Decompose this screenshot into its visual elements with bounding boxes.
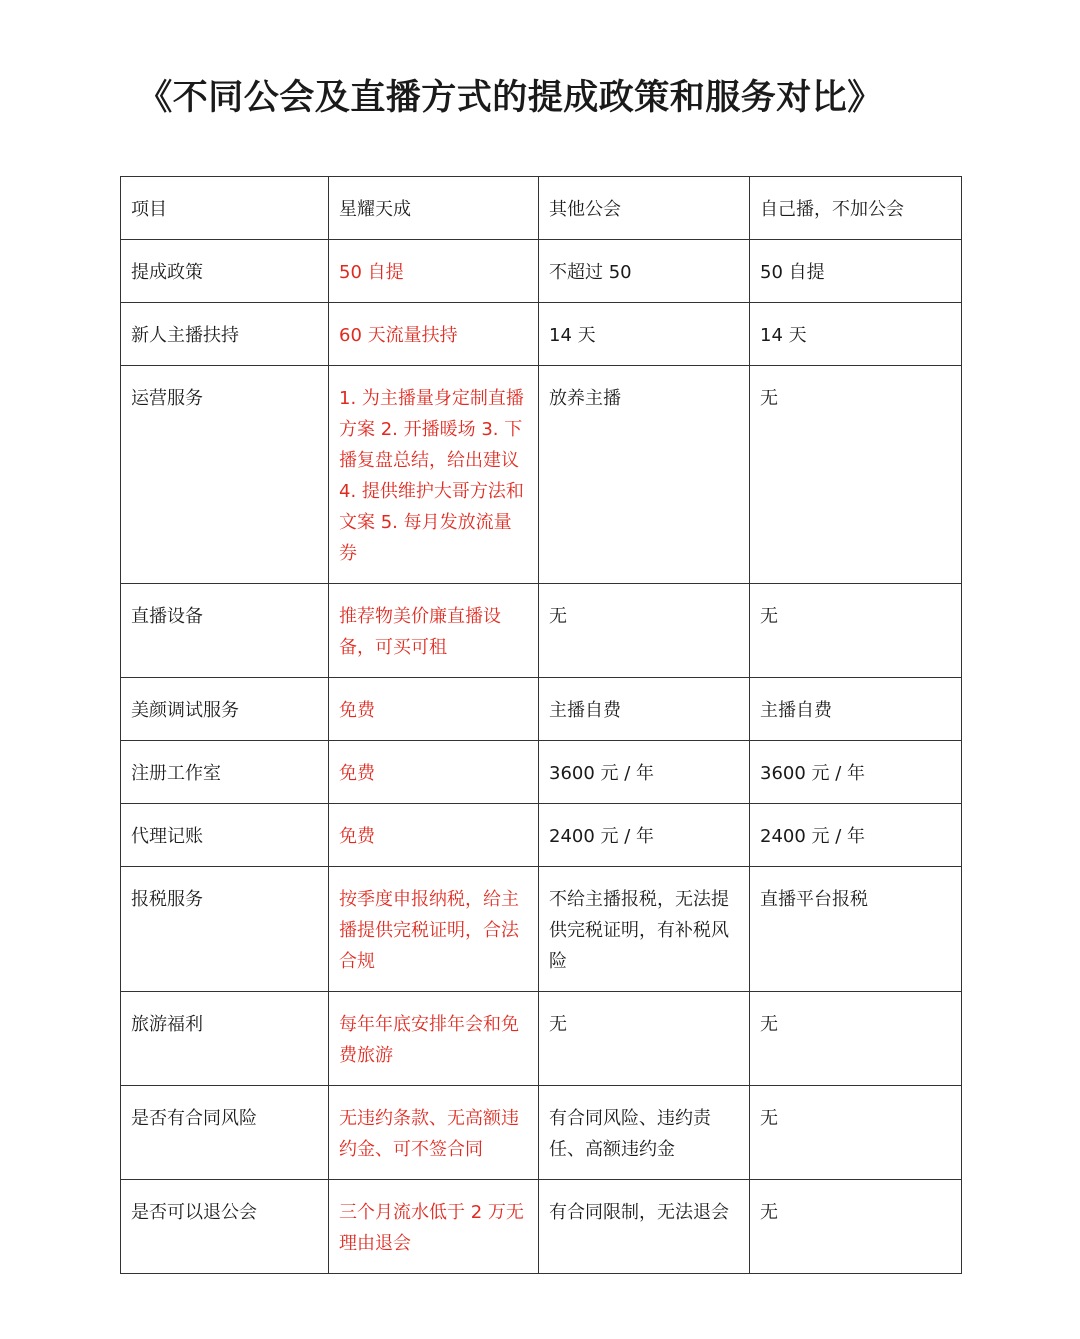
row-label: 运营服务	[121, 366, 329, 584]
table-row	[121, 584, 962, 678]
other-guild-cell: 3600 元 / 年	[539, 741, 750, 804]
self-stream-cell: 3600 元 / 年	[750, 741, 962, 804]
row-label: 报税服务	[121, 867, 329, 992]
row-label: 新人主播扶持	[121, 303, 329, 366]
table-row	[121, 366, 962, 584]
self-stream-cell: 无	[750, 366, 962, 584]
other-guild-cell: 2400 元 / 年	[539, 804, 750, 867]
row-label: 提成政策	[121, 240, 329, 303]
table-row	[121, 303, 962, 366]
xingyao-cell: 每年年底安排年会和免费旅游	[329, 992, 539, 1086]
table-row	[121, 992, 962, 1086]
self-stream-cell: 2400 元 / 年	[750, 804, 962, 867]
row-label: 美颜调试服务	[121, 678, 329, 741]
row-label: 旅游福利	[121, 992, 329, 1086]
table-row	[121, 1180, 962, 1274]
table-row	[121, 804, 962, 867]
other-guild-cell: 主播自费	[539, 678, 750, 741]
comparison-table	[120, 176, 962, 1274]
table-header-row	[121, 177, 962, 240]
self-stream-cell: 无	[750, 992, 962, 1086]
self-stream-cell: 直播平台报税	[750, 867, 962, 992]
header-cell-xingyao: 星耀天成	[329, 177, 539, 240]
xingyao-cell: 无违约条款、无高额违约金、可不签合同	[329, 1086, 539, 1180]
xingyao-cell: 免费	[329, 678, 539, 741]
row-label: 是否可以退公会	[121, 1180, 329, 1274]
other-guild-cell: 无	[539, 584, 750, 678]
row-label: 是否有合同风险	[121, 1086, 329, 1180]
self-stream-cell: 无	[750, 1180, 962, 1274]
header-cell-other-guild: 其他公会	[539, 177, 750, 240]
table-row	[121, 1086, 962, 1180]
xingyao-cell: 1. 为主播量身定制直播方案 2. 开播暖场 3. 下播复盘总结，给出建议 4. 提供维护大哥方法和文案 5. 每月发放流量券	[329, 366, 539, 584]
self-stream-cell: 50 自提	[750, 240, 962, 303]
table-row	[121, 741, 962, 804]
self-stream-cell: 14 天	[750, 303, 962, 366]
self-stream-cell: 主播自费	[750, 678, 962, 741]
xingyao-cell: 三个月流水低于 2 万无理由退会	[329, 1180, 539, 1274]
header-cell-self-stream: 自己播，不加公会	[750, 177, 962, 240]
row-label: 直播设备	[121, 584, 329, 678]
page-title: 《不同公会及直播方式的提成政策和服务对比》	[137, 78, 883, 118]
xingyao-cell: 按季度申报纳税，给主播提供完税证明，合法合规	[329, 867, 539, 992]
other-guild-cell: 有合同风险、违约责任、高额违约金	[539, 1086, 750, 1180]
table-row	[121, 867, 962, 992]
other-guild-cell: 14 天	[539, 303, 750, 366]
other-guild-cell: 有合同限制，无法退会	[539, 1180, 750, 1274]
other-guild-cell: 无	[539, 992, 750, 1086]
table-row	[121, 240, 962, 303]
xingyao-cell: 免费	[329, 741, 539, 804]
xingyao-cell: 免费	[329, 804, 539, 867]
xingyao-cell: 50 自提	[329, 240, 539, 303]
table-row	[121, 678, 962, 741]
xingyao-cell: 推荐物美价廉直播设备，可买可租	[329, 584, 539, 678]
other-guild-cell: 放养主播	[539, 366, 750, 584]
row-label: 代理记账	[121, 804, 329, 867]
row-label: 注册工作室	[121, 741, 329, 804]
other-guild-cell: 不给主播报税，无法提供完税证明，有补税风险	[539, 867, 750, 992]
self-stream-cell: 无	[750, 1086, 962, 1180]
header-cell-item: 项目	[121, 177, 329, 240]
self-stream-cell: 无	[750, 584, 962, 678]
other-guild-cell: 不超过 50	[539, 240, 750, 303]
xingyao-cell: 60 天流量扶持	[329, 303, 539, 366]
